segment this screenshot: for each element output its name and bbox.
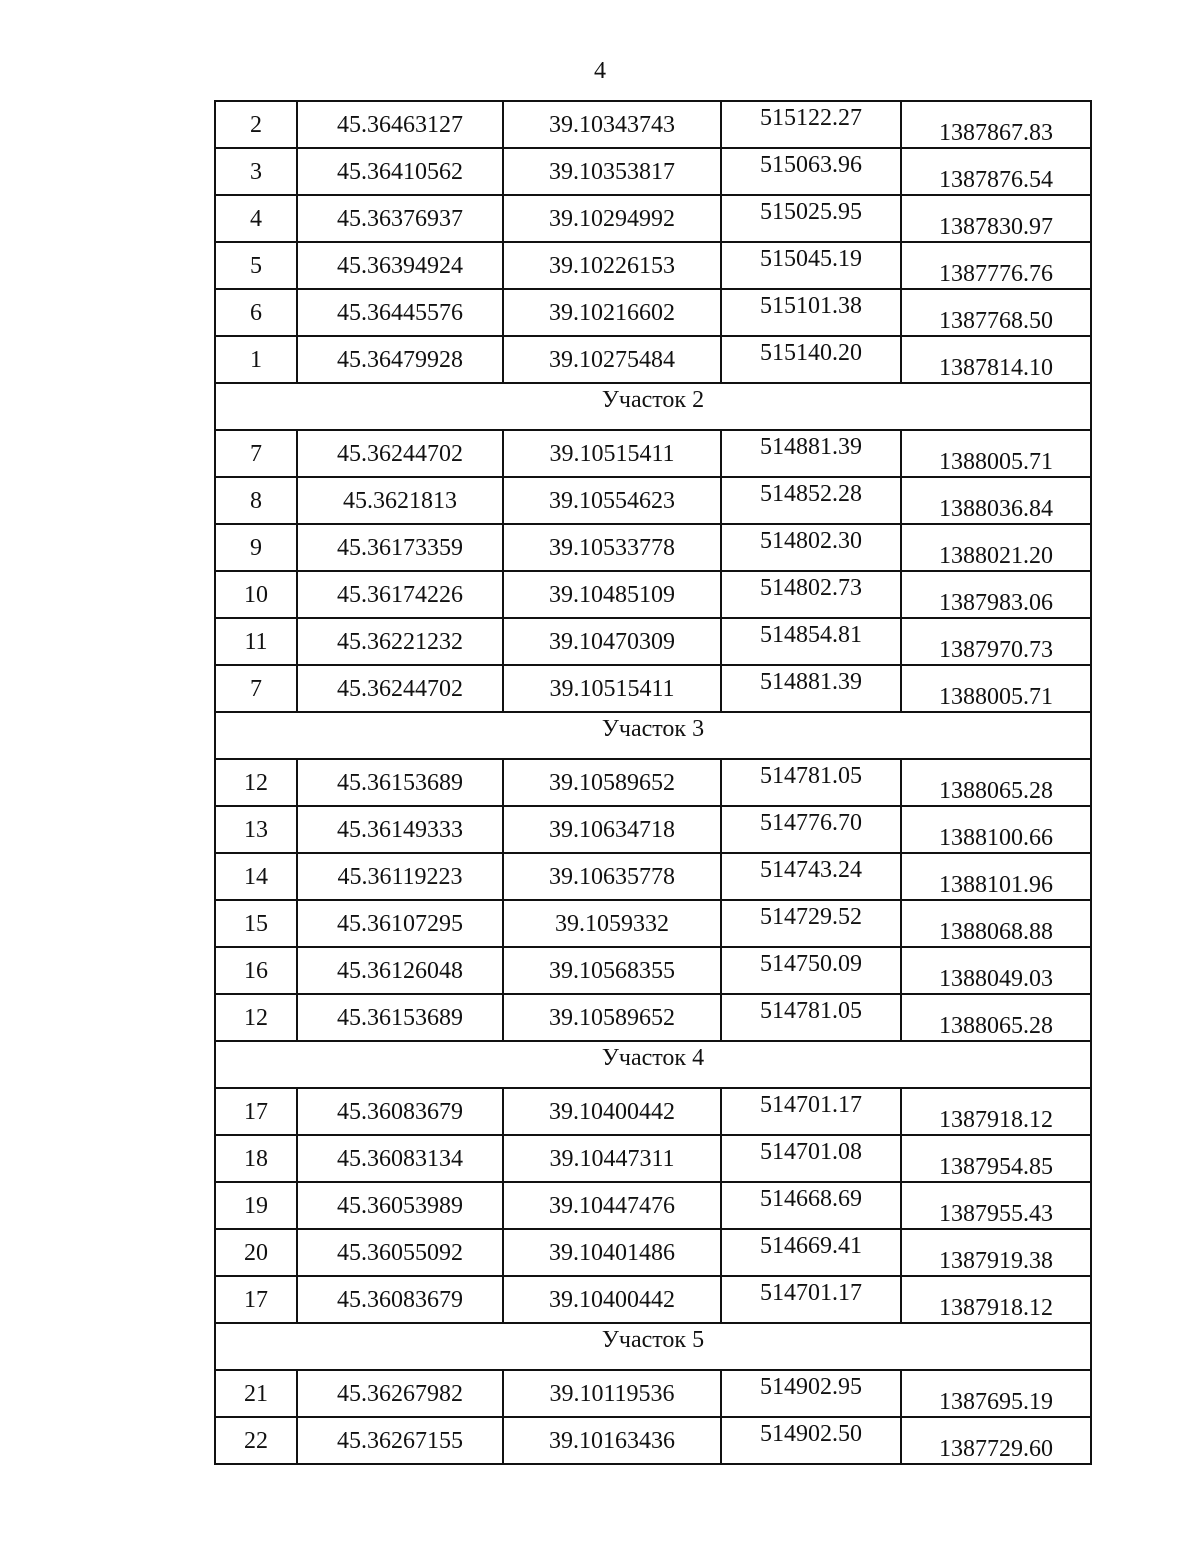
table-row — [215, 1370, 1091, 1417]
x-coordinate-cell: 515101.38 — [721, 289, 901, 336]
y-coordinate-cell: 1388021.20 — [901, 524, 1091, 571]
x-coordinate-cell: 514802.73 — [721, 571, 901, 618]
point-number-cell: 12 — [215, 994, 297, 1041]
longitude-cell: 39.10485109 — [503, 571, 721, 618]
latitude-cell: 45.36053989 — [297, 1182, 503, 1229]
table-row — [215, 148, 1091, 195]
longitude-cell: 39.10163436 — [503, 1417, 721, 1464]
y-coordinate-cell: 1388065.28 — [901, 994, 1091, 1041]
point-number-cell: 12 — [215, 759, 297, 806]
longitude-cell: 39.10216602 — [503, 289, 721, 336]
x-coordinate-cell: 514854.81 — [721, 618, 901, 665]
longitude-cell: 39.10589652 — [503, 759, 721, 806]
latitude-cell: 45.36149333 — [297, 806, 503, 853]
section-title: Участок 4 — [215, 1041, 1091, 1088]
y-coordinate-cell: 1388101.96 — [901, 853, 1091, 900]
x-coordinate-cell: 514802.30 — [721, 524, 901, 571]
point-number-cell: 8 — [215, 477, 297, 524]
table-row — [215, 430, 1091, 477]
table-row — [215, 618, 1091, 665]
longitude-cell: 39.10226153 — [503, 242, 721, 289]
section-header-row — [215, 383, 1091, 430]
y-coordinate-cell: 1387729.60 — [901, 1417, 1091, 1464]
x-coordinate-cell: 514701.17 — [721, 1276, 901, 1323]
x-coordinate-cell: 514750.09 — [721, 947, 901, 994]
table-row — [215, 947, 1091, 994]
section-title: Участок 2 — [215, 383, 1091, 430]
table-row — [215, 289, 1091, 336]
x-coordinate-cell: 515063.96 — [721, 148, 901, 195]
y-coordinate-cell: 1388100.66 — [901, 806, 1091, 853]
table-row — [215, 900, 1091, 947]
table-row — [215, 759, 1091, 806]
table-row — [215, 524, 1091, 571]
x-coordinate-cell: 514776.70 — [721, 806, 901, 853]
point-number-cell: 18 — [215, 1135, 297, 1182]
longitude-cell: 39.10400442 — [503, 1088, 721, 1135]
x-coordinate-cell: 514881.39 — [721, 430, 901, 477]
latitude-cell: 45.36126048 — [297, 947, 503, 994]
table-row — [215, 195, 1091, 242]
y-coordinate-cell: 1388005.71 — [901, 665, 1091, 712]
point-number-cell: 2 — [215, 101, 297, 148]
point-number-cell: 22 — [215, 1417, 297, 1464]
point-number-cell: 17 — [215, 1276, 297, 1323]
point-number-cell: 15 — [215, 900, 297, 947]
section-header-row — [215, 1041, 1091, 1088]
x-coordinate-cell: 514743.24 — [721, 853, 901, 900]
x-coordinate-cell: 514668.69 — [721, 1182, 901, 1229]
longitude-cell: 39.10447476 — [503, 1182, 721, 1229]
longitude-cell: 39.10275484 — [503, 336, 721, 383]
latitude-cell: 45.36445576 — [297, 289, 503, 336]
table-row — [215, 806, 1091, 853]
latitude-cell: 45.36153689 — [297, 994, 503, 1041]
latitude-cell: 45.36174226 — [297, 571, 503, 618]
table-row — [215, 1135, 1091, 1182]
x-coordinate-cell: 515025.95 — [721, 195, 901, 242]
latitude-cell: 45.36479928 — [297, 336, 503, 383]
point-number-cell: 16 — [215, 947, 297, 994]
point-number-cell: 21 — [215, 1370, 297, 1417]
y-coordinate-cell: 1387970.73 — [901, 618, 1091, 665]
y-coordinate-cell: 1387814.10 — [901, 336, 1091, 383]
table-row — [215, 242, 1091, 289]
section-title: Участок 3 — [215, 712, 1091, 759]
x-coordinate-cell: 514881.39 — [721, 665, 901, 712]
latitude-cell: 45.36083134 — [297, 1135, 503, 1182]
point-number-cell: 7 — [215, 430, 297, 477]
point-number-cell: 7 — [215, 665, 297, 712]
longitude-cell: 39.10533778 — [503, 524, 721, 571]
longitude-cell: 39.1059332 — [503, 900, 721, 947]
point-number-cell: 10 — [215, 571, 297, 618]
x-coordinate-cell: 514669.41 — [721, 1229, 901, 1276]
section-header-row — [215, 712, 1091, 759]
latitude-cell: 45.36463127 — [297, 101, 503, 148]
y-coordinate-cell: 1387867.83 — [901, 101, 1091, 148]
y-coordinate-cell: 1387876.54 — [901, 148, 1091, 195]
x-coordinate-cell: 514781.05 — [721, 994, 901, 1041]
latitude-cell: 45.36173359 — [297, 524, 503, 571]
table-row — [215, 853, 1091, 900]
table-row — [215, 336, 1091, 383]
section-title: Участок 5 — [215, 1323, 1091, 1370]
y-coordinate-cell: 1387918.12 — [901, 1088, 1091, 1135]
table-row — [215, 101, 1091, 148]
point-number-cell: 11 — [215, 618, 297, 665]
latitude-cell: 45.36107295 — [297, 900, 503, 947]
longitude-cell: 39.10634718 — [503, 806, 721, 853]
point-number-cell: 17 — [215, 1088, 297, 1135]
point-number-cell: 14 — [215, 853, 297, 900]
table-row — [215, 994, 1091, 1041]
x-coordinate-cell: 514852.28 — [721, 477, 901, 524]
table-row — [215, 1182, 1091, 1229]
point-number-cell: 1 — [215, 336, 297, 383]
longitude-cell: 39.10353817 — [503, 148, 721, 195]
latitude-cell: 45.36394924 — [297, 242, 503, 289]
latitude-cell: 45.36153689 — [297, 759, 503, 806]
x-coordinate-cell: 514781.05 — [721, 759, 901, 806]
table-row — [215, 1229, 1091, 1276]
y-coordinate-cell: 1388049.03 — [901, 947, 1091, 994]
x-coordinate-cell: 514729.52 — [721, 900, 901, 947]
longitude-cell: 39.10400442 — [503, 1276, 721, 1323]
point-number-cell: 13 — [215, 806, 297, 853]
latitude-cell: 45.36221232 — [297, 618, 503, 665]
y-coordinate-cell: 1387955.43 — [901, 1182, 1091, 1229]
x-coordinate-cell: 515140.20 — [721, 336, 901, 383]
longitude-cell: 39.10447311 — [503, 1135, 721, 1182]
point-number-cell: 6 — [215, 289, 297, 336]
point-number-cell: 4 — [215, 195, 297, 242]
point-number-cell: 9 — [215, 524, 297, 571]
y-coordinate-cell: 1387776.76 — [901, 242, 1091, 289]
x-coordinate-cell: 515122.27 — [721, 101, 901, 148]
longitude-cell: 39.10554623 — [503, 477, 721, 524]
x-coordinate-cell: 515045.19 — [721, 242, 901, 289]
point-number-cell: 5 — [215, 242, 297, 289]
longitude-cell: 39.10343743 — [503, 101, 721, 148]
section-header-row — [215, 1323, 1091, 1370]
table-row — [215, 571, 1091, 618]
y-coordinate-cell: 1387919.38 — [901, 1229, 1091, 1276]
table-row — [215, 1088, 1091, 1135]
y-coordinate-cell: 1388005.71 — [901, 430, 1091, 477]
coordinates-table — [214, 100, 1092, 1465]
y-coordinate-cell: 1387954.85 — [901, 1135, 1091, 1182]
latitude-cell: 45.36376937 — [297, 195, 503, 242]
longitude-cell: 39.10294992 — [503, 195, 721, 242]
page-number: 4 — [594, 58, 606, 84]
x-coordinate-cell: 514902.95 — [721, 1370, 901, 1417]
table-body — [215, 101, 1091, 1464]
latitude-cell: 45.3621813 — [297, 477, 503, 524]
y-coordinate-cell: 1387918.12 — [901, 1276, 1091, 1323]
latitude-cell: 45.36083679 — [297, 1276, 503, 1323]
point-number-cell: 19 — [215, 1182, 297, 1229]
y-coordinate-cell: 1387768.50 — [901, 289, 1091, 336]
x-coordinate-cell: 514902.50 — [721, 1417, 901, 1464]
latitude-cell: 45.36410562 — [297, 148, 503, 195]
table-row — [215, 477, 1091, 524]
y-coordinate-cell: 1388065.28 — [901, 759, 1091, 806]
y-coordinate-cell: 1387695.19 — [901, 1370, 1091, 1417]
table-row — [215, 665, 1091, 712]
y-coordinate-cell: 1387983.06 — [901, 571, 1091, 618]
latitude-cell: 45.36119223 — [297, 853, 503, 900]
longitude-cell: 39.10568355 — [503, 947, 721, 994]
x-coordinate-cell: 514701.08 — [721, 1135, 901, 1182]
point-number-cell: 20 — [215, 1229, 297, 1276]
longitude-cell: 39.10635778 — [503, 853, 721, 900]
y-coordinate-cell: 1387830.97 — [901, 195, 1091, 242]
latitude-cell: 45.36244702 — [297, 665, 503, 712]
latitude-cell: 45.36055092 — [297, 1229, 503, 1276]
table-row — [215, 1276, 1091, 1323]
y-coordinate-cell: 1388068.88 — [901, 900, 1091, 947]
longitude-cell: 39.10515411 — [503, 430, 721, 477]
table-row — [215, 1417, 1091, 1464]
point-number-cell: 3 — [215, 148, 297, 195]
latitude-cell: 45.36267155 — [297, 1417, 503, 1464]
latitude-cell: 45.36267982 — [297, 1370, 503, 1417]
longitude-cell: 39.10470309 — [503, 618, 721, 665]
longitude-cell: 39.10515411 — [503, 665, 721, 712]
x-coordinate-cell: 514701.17 — [721, 1088, 901, 1135]
y-coordinate-cell: 1388036.84 — [901, 477, 1091, 524]
longitude-cell: 39.10589652 — [503, 994, 721, 1041]
longitude-cell: 39.10119536 — [503, 1370, 721, 1417]
latitude-cell: 45.36083679 — [297, 1088, 503, 1135]
longitude-cell: 39.10401486 — [503, 1229, 721, 1276]
latitude-cell: 45.36244702 — [297, 430, 503, 477]
